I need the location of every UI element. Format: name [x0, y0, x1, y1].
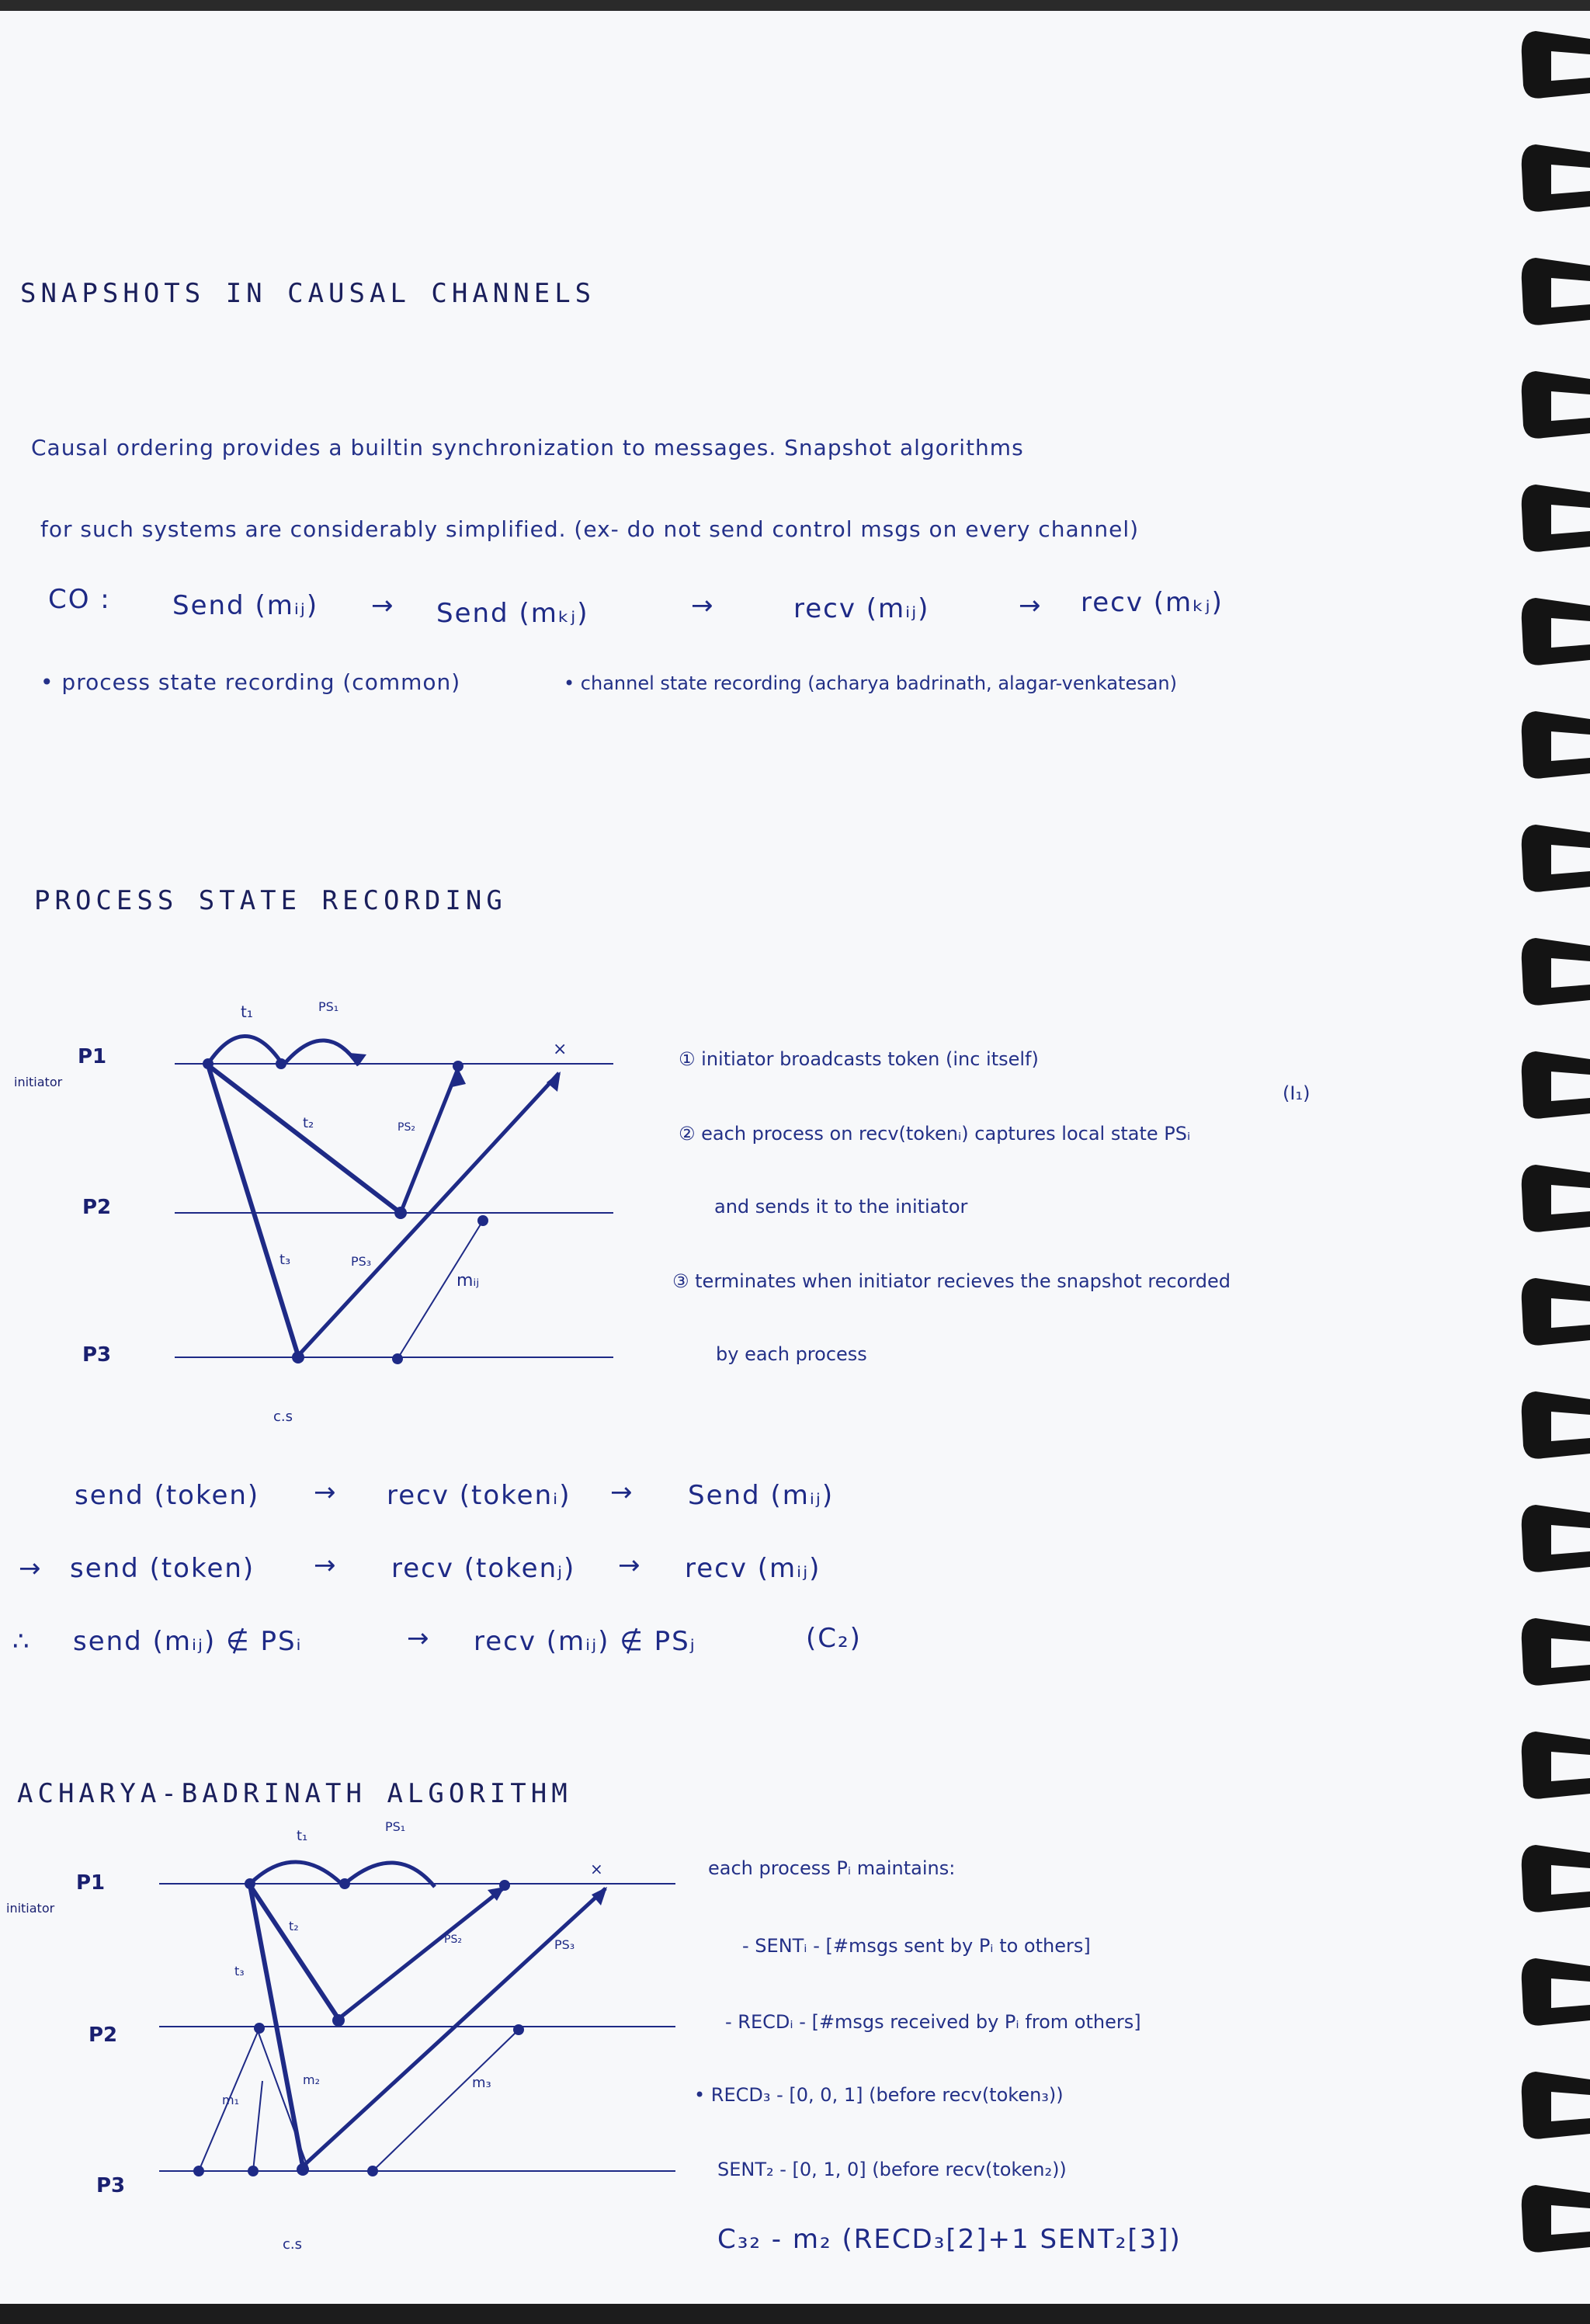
spiral-coil [1522, 1051, 1590, 1119]
spiral-coil [1522, 2185, 1590, 2253]
psr-ps3-label: PS₃ [351, 1254, 372, 1269]
ab-dot-p3-token [297, 2163, 309, 2176]
spiral-coil [1522, 1505, 1590, 1572]
ab-line-5: SENT₂ - [0, 1, 0] (before recv(token₂)) [717, 2159, 1067, 2180]
psr-token-arc-2 [286, 1040, 359, 1065]
psr-p1-label: P1 [78, 1045, 107, 1068]
spiral-coil [1522, 598, 1590, 665]
psr-t2-label: t₂ [303, 1115, 314, 1131]
co-arrow-2: → [691, 590, 715, 621]
spiral-coil [1522, 1845, 1590, 1912]
ab-dot-p2-a [254, 2023, 265, 2034]
psr-dot-p2-recv [477, 1215, 488, 1226]
co-recv-k: recv (mₖⱼ) [1081, 587, 1224, 618]
co-arrow-3: → [1019, 590, 1043, 621]
ab-p1-initiator: initiator [6, 1901, 55, 1916]
psr-i1-label: (I₁) [1283, 1082, 1311, 1104]
eq2-prefix: → [19, 1553, 43, 1584]
ab-ps3-label: PS₃ [554, 1937, 575, 1952]
co-arrow-1: → [371, 590, 395, 621]
ab-dot-p2-recv [513, 2024, 524, 2035]
eq3-c2: (C₂) [806, 1623, 862, 1654]
eq2-arrow-1: → [314, 1550, 338, 1581]
page-bottom-edge [0, 2304, 1590, 2324]
ab-line-6: C₃₂ - m₂ (RECD₃[2]+1 SENT₂[3]) [717, 2224, 1182, 2255]
co-send-i: Send (mᵢⱼ) [172, 590, 319, 621]
ab-x-mark: × [590, 1860, 603, 1878]
psr-t1-label: t₁ [241, 1002, 253, 1021]
ab-dot-p1-start [245, 1878, 255, 1889]
eq3-recv-m: recv (mᵢⱼ) ∉ PSⱼ [474, 1626, 696, 1657]
spiral-coil [1522, 1732, 1590, 1799]
ab-m2-label: m₂ [303, 2072, 320, 2087]
spiral-coil [1522, 1391, 1590, 1459]
ab-m4-message [253, 2081, 262, 2171]
spiral-coil [1522, 485, 1590, 552]
ab-dot-p2-token [332, 2014, 345, 2027]
ab-t2-label: t₂ [289, 1919, 299, 1933]
ab-t1-label: t₁ [297, 1828, 308, 1844]
ab-t3-label: t₃ [234, 1964, 245, 1978]
ab-ps1-label: PS₁ [385, 1819, 406, 1834]
psr-mij-label: mᵢⱼ [457, 1271, 480, 1291]
ab-line-4: • RECD₃ - [0, 0, 1] (before recv(token₃)) [694, 2084, 1064, 2106]
spiral-coil [1522, 371, 1590, 439]
ab-dot-p1-ps1 [339, 1878, 350, 1889]
psr-dot-p2-token [394, 1207, 407, 1219]
co-recv-i: recv (mᵢⱼ) [793, 593, 930, 624]
spiral-coil [1522, 258, 1590, 325]
ab-token-arc-1 [250, 1862, 342, 1884]
psr-ps2-label: PS₂ [398, 1121, 415, 1134]
psr-t3-label: t₃ [279, 1252, 291, 1268]
psr-step-3: ③ terminates when initiator recieves the snapshot recorded [672, 1270, 1231, 1292]
eq1-arrow-1: → [314, 1477, 338, 1508]
ab-p2-label: P2 [89, 2024, 118, 2047]
ab-cs-label: c.s [283, 2236, 302, 2253]
psr-dot-p3-token [292, 1351, 304, 1363]
ab-ps2-arrow [338, 1888, 503, 2019]
psr-heading: PROCESS STATE RECORDING [34, 885, 507, 916]
psr-token-arc-1 [208, 1036, 281, 1064]
eq1-recv-token: recv (tokenᵢ) [387, 1480, 571, 1511]
ab-diagram [0, 1809, 683, 2275]
spiral-coil [1522, 1958, 1590, 2026]
ab-line-2: - SENTᵢ - [#msgs sent by Pᵢ to others] [742, 1935, 1091, 1957]
intro-line-1: Causal ordering provides a builtin synchronization to messages. Snapshot algorithms [31, 435, 1024, 460]
bullet-channel-state: • channel state recording (acharya badrinath, alagar-venkatesan) [564, 672, 1178, 694]
spiral-coil [1522, 2072, 1590, 2139]
psr-step-3b: by each process [716, 1343, 867, 1365]
spiral-coil [1522, 938, 1590, 1006]
spiral-coil [1522, 1278, 1590, 1346]
bullet-process-state: • process state recording (common) [40, 669, 461, 695]
psr-p3-label: P3 [82, 1343, 112, 1367]
spiral-binding [1489, 0, 1590, 2324]
psr-dot-p1-start [203, 1058, 214, 1069]
eq2-send-token: send (token) [70, 1553, 255, 1584]
psr-dot-p3-send [392, 1353, 403, 1364]
spiral-coil [1522, 1618, 1590, 1686]
eq1-arrow-2: → [610, 1477, 634, 1508]
spiral-coil [1522, 144, 1590, 212]
eq3-send-m: send (mᵢⱼ) ∉ PSᵢ [73, 1626, 303, 1657]
intro-line-2: for such systems are considerably simplified. (ex- do not send control msgs on every channel) [40, 516, 1140, 542]
psr-step-2b: and sends it to the initiator [714, 1196, 968, 1218]
spiral-coil [1522, 825, 1590, 892]
psr-token-t3 [208, 1065, 298, 1356]
psr-p2-label: P2 [82, 1196, 112, 1219]
ab-line-1: each process Pᵢ maintains: [708, 1857, 956, 1879]
eq1-send-token: send (token) [75, 1480, 260, 1511]
psr-cs-label: c.s [273, 1409, 293, 1425]
eq3-arrow: → [407, 1623, 431, 1654]
psr-arrowhead-ps3 [547, 1072, 561, 1092]
psr-ps1-label: PS₁ [318, 999, 339, 1014]
ab-dot-p3-a [193, 2166, 204, 2176]
eq3-prefix: ∴ [12, 1626, 31, 1657]
ab-m3-message [373, 2030, 519, 2171]
ab-m3-label: m₃ [472, 2075, 491, 2091]
eq2-arrow-2: → [618, 1550, 642, 1581]
co-label: CO : [48, 584, 111, 615]
eq2-recv-token: recv (tokenⱼ) [391, 1553, 576, 1584]
page-title: SNAPSHOTS IN CAUSAL CHANNELS [20, 278, 596, 309]
psr-dot-p1-ps1 [276, 1058, 286, 1069]
ab-m1-label: m₁ [222, 2093, 239, 2107]
ab-heading: ACHARYA-BADRINATH ALGORITHM [17, 1778, 572, 1809]
psr-token-t2 [208, 1065, 401, 1213]
page-top-edge [0, 0, 1590, 11]
co-send-k: Send (mₖⱼ) [436, 598, 589, 629]
spiral-coil [1522, 31, 1590, 99]
ab-dot-p3-send [367, 2166, 378, 2176]
spiral-coil [1522, 711, 1590, 779]
psr-step-1: ① initiator broadcasts token (inc itself) [679, 1048, 1039, 1070]
ab-ps2-label: PS₂ [444, 1933, 462, 1946]
psr-ps3-arrow [298, 1073, 559, 1356]
eq2-recv-m: recv (mᵢⱼ) [685, 1553, 821, 1584]
ab-line-3: - RECDᵢ - [#msgs received by Pᵢ from others] [725, 2011, 1141, 2033]
spiral-coil [1522, 1165, 1590, 1232]
ab-p3-label: P3 [96, 2174, 126, 2197]
eq1-send-m: Send (mᵢⱼ) [688, 1480, 835, 1511]
psr-step-2: ② each process on recv(tokenᵢ) captures local state PSᵢ [679, 1123, 1191, 1145]
psr-diagram [0, 978, 637, 1444]
ab-p1-label: P1 [76, 1871, 106, 1895]
ab-dot-p3-b [248, 2166, 259, 2176]
ab-arrowhead-ps3 [592, 1887, 607, 1905]
psr-p1-initiator: initiator [14, 1075, 63, 1089]
psr-x-mark: × [553, 1040, 568, 1059]
